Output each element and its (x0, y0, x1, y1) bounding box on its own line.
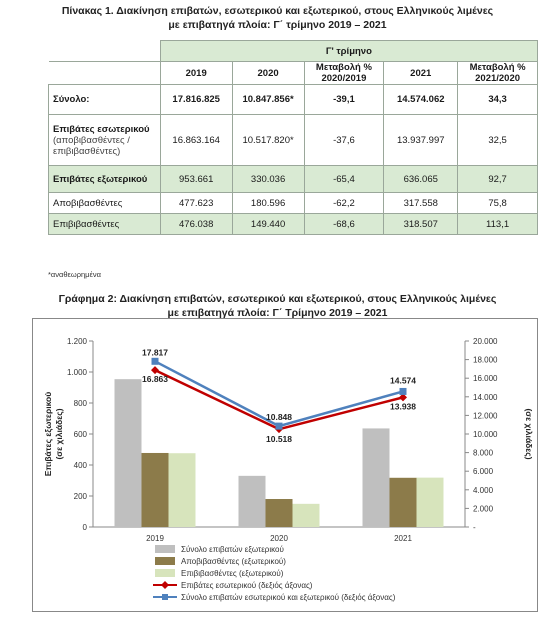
table-cell: -37,6 (304, 115, 384, 166)
bar (169, 453, 196, 527)
y-tick-label: 0 (82, 523, 87, 532)
group-header-cell: Γ' τρίμηνο (160, 41, 537, 62)
legend-swatch (155, 569, 175, 577)
passenger-chart (33, 319, 537, 611)
y2-tick-label: 18.000 (473, 355, 498, 365)
legend-label: Επιβιβασθέντες (εξωτερικού) (181, 569, 284, 578)
y2-tick-label: 20.000 (473, 337, 498, 346)
table-row-embarked (49, 214, 538, 235)
chart-title-line1: Γράφημα 2: Διακίνηση επιβατών, εσωτερικού και εξωτερικού, στους Ελληνικούς λιμένες (58, 293, 497, 305)
x-tick-label: 2020 (270, 534, 288, 543)
table-cell: -65,4 (304, 166, 384, 193)
series-point (276, 423, 283, 430)
table-cell: 180.596 (232, 193, 304, 214)
y2-tick-label: - (473, 523, 476, 532)
data-label: 16.863 (142, 374, 168, 385)
y-axis-title (43, 392, 64, 476)
bar (293, 504, 320, 527)
y2-tick-label: 2.000 (473, 504, 494, 514)
table-cell: 14.574.062 (384, 85, 458, 115)
table-title-line1: Πίνακας 1. Διακίνηση επιβατών, εσωτερικού και εξωτερικού, στους Ελληνικούς λιμένες (61, 5, 494, 17)
data-label: 10.848 (266, 412, 292, 423)
bar (266, 499, 293, 527)
y2-tick-label: 14.000 (473, 392, 498, 402)
series-point (151, 366, 159, 374)
table-cell: 113,1 (458, 214, 538, 235)
table-cell: 10.517.820* (232, 115, 304, 166)
y2-tick-label: 10.000 (473, 430, 498, 439)
y-tick-label: 1.200 (66, 337, 87, 346)
table-row-total (49, 85, 538, 115)
col-header-2020: 2020 (232, 62, 304, 85)
table-title (0, 4, 555, 32)
bar (390, 478, 417, 527)
y-axis-title-line1: Επιβάτες εξωτερικού (43, 391, 53, 477)
table-cell: 477.623 (160, 193, 232, 214)
table-cell: -68,6 (304, 214, 384, 235)
legend-swatch (155, 557, 175, 565)
table-cell: 13.937.997 (384, 115, 458, 166)
bar (142, 453, 169, 527)
table-cell: 317.558 (384, 193, 458, 214)
col-header-change-2021: Μεταβολή % 2021/2020 (458, 62, 538, 85)
y2-tick-label: 16.000 (473, 374, 498, 384)
col-header-2021: 2021 (384, 62, 458, 85)
x-tick-label: 2019 (146, 534, 164, 543)
row-label: Αποβιβασθέντες (49, 193, 161, 214)
col-header-2019: 2019 (160, 62, 232, 85)
y-tick-label: 800 (73, 399, 87, 408)
table-row-disembarked (49, 193, 538, 214)
table-cell: 75,8 (458, 193, 538, 214)
y-tick-label: 600 (73, 430, 87, 439)
table-cell: 32,5 (458, 115, 538, 166)
y-tick-label: 200 (73, 492, 87, 501)
y-tick-label: 1.000 (66, 368, 87, 377)
row-label: Επιβάτες εξωτερικού (49, 166, 161, 193)
table-cell: 318.507 (384, 214, 458, 235)
table-header-row (49, 62, 538, 85)
row-label (49, 115, 161, 166)
table-cell: 330.036 (232, 166, 304, 193)
table-cell: 16.863.164 (160, 115, 232, 166)
table-cell: 34,3 (458, 85, 538, 115)
y-tick-label: 400 (73, 461, 87, 470)
legend-label: Σύνολο επιβατών εξωτερικού (181, 545, 284, 554)
table-corner-2 (49, 62, 161, 85)
row-label-sub: (αποβιβασθέντες / επιβιβασθέντες) (53, 134, 130, 157)
y-axis-title-line2: (σε χιλιάδες) (54, 408, 64, 460)
data-label: 17.817 (142, 347, 168, 358)
chart-frame (32, 318, 538, 612)
table-cell: 92,7 (458, 166, 538, 193)
legend-label: Αποβιβασθέντες (εξωτερικού) (181, 557, 286, 566)
series-point (152, 358, 159, 365)
table-corner (49, 41, 161, 62)
table-group-header-row (49, 41, 538, 62)
table-cell: 953.661 (160, 166, 232, 193)
data-label: 10.518 (266, 434, 292, 445)
table-cell: 10.847.856* (232, 85, 304, 115)
footnote: *αναθεωρημένα (48, 270, 101, 279)
table-cell: 17.816.825 (160, 85, 232, 115)
table-cell: 476.038 (160, 214, 232, 235)
table-cell: -62,2 (304, 193, 384, 214)
row-label-main: Επιβάτες εσωτερικού (53, 123, 150, 135)
passenger-table (48, 40, 538, 235)
chart-title-line2: με επιβατηγά πλοία: Γ΄ Τρίμηνο 2019 – 2021 (167, 307, 388, 319)
series-point (400, 388, 407, 395)
y2-tick-label: 8.000 (473, 448, 494, 458)
table-cell: -39,1 (304, 85, 384, 115)
bar (239, 476, 266, 527)
y2-tick-label: 4.000 (473, 485, 494, 495)
row-label: Σύνολο: (49, 85, 161, 115)
chart-title (0, 292, 555, 320)
legend-marker (161, 581, 169, 589)
table-row-domestic (49, 115, 538, 166)
table-cell: 149.440 (232, 214, 304, 235)
table-cell: 636.065 (384, 166, 458, 193)
legend-marker (162, 594, 168, 600)
y2-tick-label: 6.000 (473, 467, 494, 477)
legend-label: Επιβάτες εσωτερικού (δεξιός άξονας) (181, 581, 313, 590)
row-label: Επιβιβασθέντες (49, 214, 161, 235)
bar (115, 379, 142, 527)
table-row-international (49, 166, 538, 193)
legend-label: Σύνολο επιβατών εσωτερικού και εξωτερικού (δεξιός άξονας) (181, 593, 396, 602)
bar (363, 428, 390, 527)
bar (417, 478, 444, 527)
x-tick-label: 2021 (394, 534, 412, 543)
y2-axis-title: (σε χιλιάδες) (524, 408, 534, 460)
y2-tick-label: 12.000 (473, 411, 498, 421)
data-label: 14.574 (390, 375, 416, 386)
data-label: 13.938 (390, 401, 416, 412)
table-title-line2: με επιβατηγά πλοία: Γ΄ τρίμηνο 2019 – 2021 (168, 19, 387, 31)
col-header-change-2020: Μεταβολή % 2020/2019 (304, 62, 384, 85)
legend-swatch (155, 545, 175, 553)
